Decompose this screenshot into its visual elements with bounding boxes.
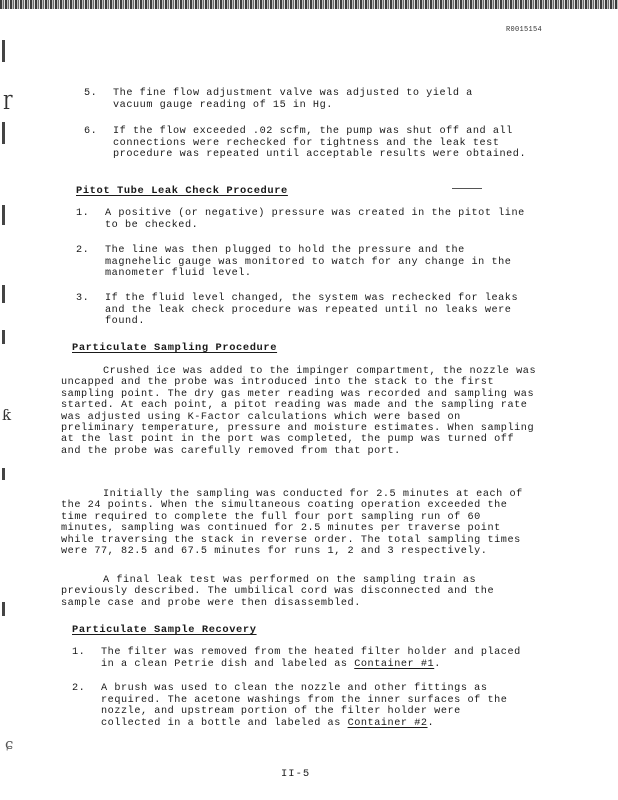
list-number: 1. xyxy=(72,647,86,658)
list-number: 3. xyxy=(76,293,90,304)
margin-handwriting-mark: ƙ xyxy=(2,406,12,424)
list-text xyxy=(101,683,527,729)
list-number: 1. xyxy=(76,208,90,219)
list-number: 6. xyxy=(84,126,98,137)
list-number: 5. xyxy=(84,88,98,99)
page-number: II-5 xyxy=(281,768,311,780)
list-text-end: . xyxy=(427,717,435,729)
container-reference: Container #1 xyxy=(354,658,435,670)
particulate-section-heading: Particulate Sampling Procedure xyxy=(72,342,278,354)
list-text: If the flow exceeded .02 scfm, the pump was shut off and all connections were rechecked for tightness and the leak test procedure was repeated until acceptable results were obtained. xyxy=(113,126,527,161)
list-text xyxy=(101,647,527,670)
list-text: The fine flow adjustment valve was adjusted to yield a vacuum gauge reading of 15 in Hg. xyxy=(113,88,473,111)
list-text-body: A brush was used to clean the nozzle and other fittings as required. The acetone washings from the inner surfaces of the nozzle, and upstream portion of the filter holder were collected in a bottle and labeled as xyxy=(101,683,508,729)
body-paragraph: Crushed ice was added to the impinger compartment, the nozzle was uncapped and the probe was introduced into the stack to the first sampling point. The dry gas meter reading was recorded and sampling was started. At each point, a pitot reading was made and the sampling rate was adjusted using K-Factor calculations which were based on preliminary temperature, pressure and moisture estimates. When sampling at the last point in the port was completed, the pump was turned off and the probe was carefully removed from that port. xyxy=(61,366,537,457)
recovery-section-heading: Particulate Sample Recovery xyxy=(72,624,257,636)
body-paragraph: A final leak test was performed on the sampling train as previously described. The umbilical cord was disconnected and the sample case and probe were then disassembled. xyxy=(61,575,495,609)
list-text: If the fluid level changed, the system was rechecked for leaks and the leak check procedure was repeated until no leaks were found. xyxy=(105,293,519,328)
list-text: A positive (or negative) pressure was created in the pitot line to be checked. xyxy=(105,208,525,231)
document-id-stamp: R0015154 xyxy=(506,26,543,34)
margin-handwriting-mark: ɼ xyxy=(3,86,13,110)
margin-handwriting-mark: ɕ xyxy=(5,735,14,753)
list-number: 2. xyxy=(76,245,90,256)
body-paragraph: Initially the sampling was conducted for 2.5 minutes at each of the 24 points. When the simultaneous coating operation exceeded the time required to complete the full four port sampling run of 60 minutes, sampling was continued for 2.5 minutes per traverse point while traversing the stack in reverse order. The total sampling times were 77, 82.5 and 67.5 minutes for runs 1, 2 and 3 respectively. xyxy=(61,489,523,558)
container-reference: Container #2 xyxy=(347,717,428,729)
pitot-section-heading: Pitot Tube Leak Check Procedure xyxy=(76,185,288,197)
list-text-end: . xyxy=(434,658,441,670)
list-text-body: The filter was removed from the heated filter holder and placed in a clean Petrie dish and labeled as xyxy=(101,647,521,670)
list-number: 2. xyxy=(72,683,86,694)
list-text: The line was then plugged to hold the pressure and the magnehelic gauge was monitored to watch for any change in the manometer fluid level. xyxy=(105,245,512,280)
